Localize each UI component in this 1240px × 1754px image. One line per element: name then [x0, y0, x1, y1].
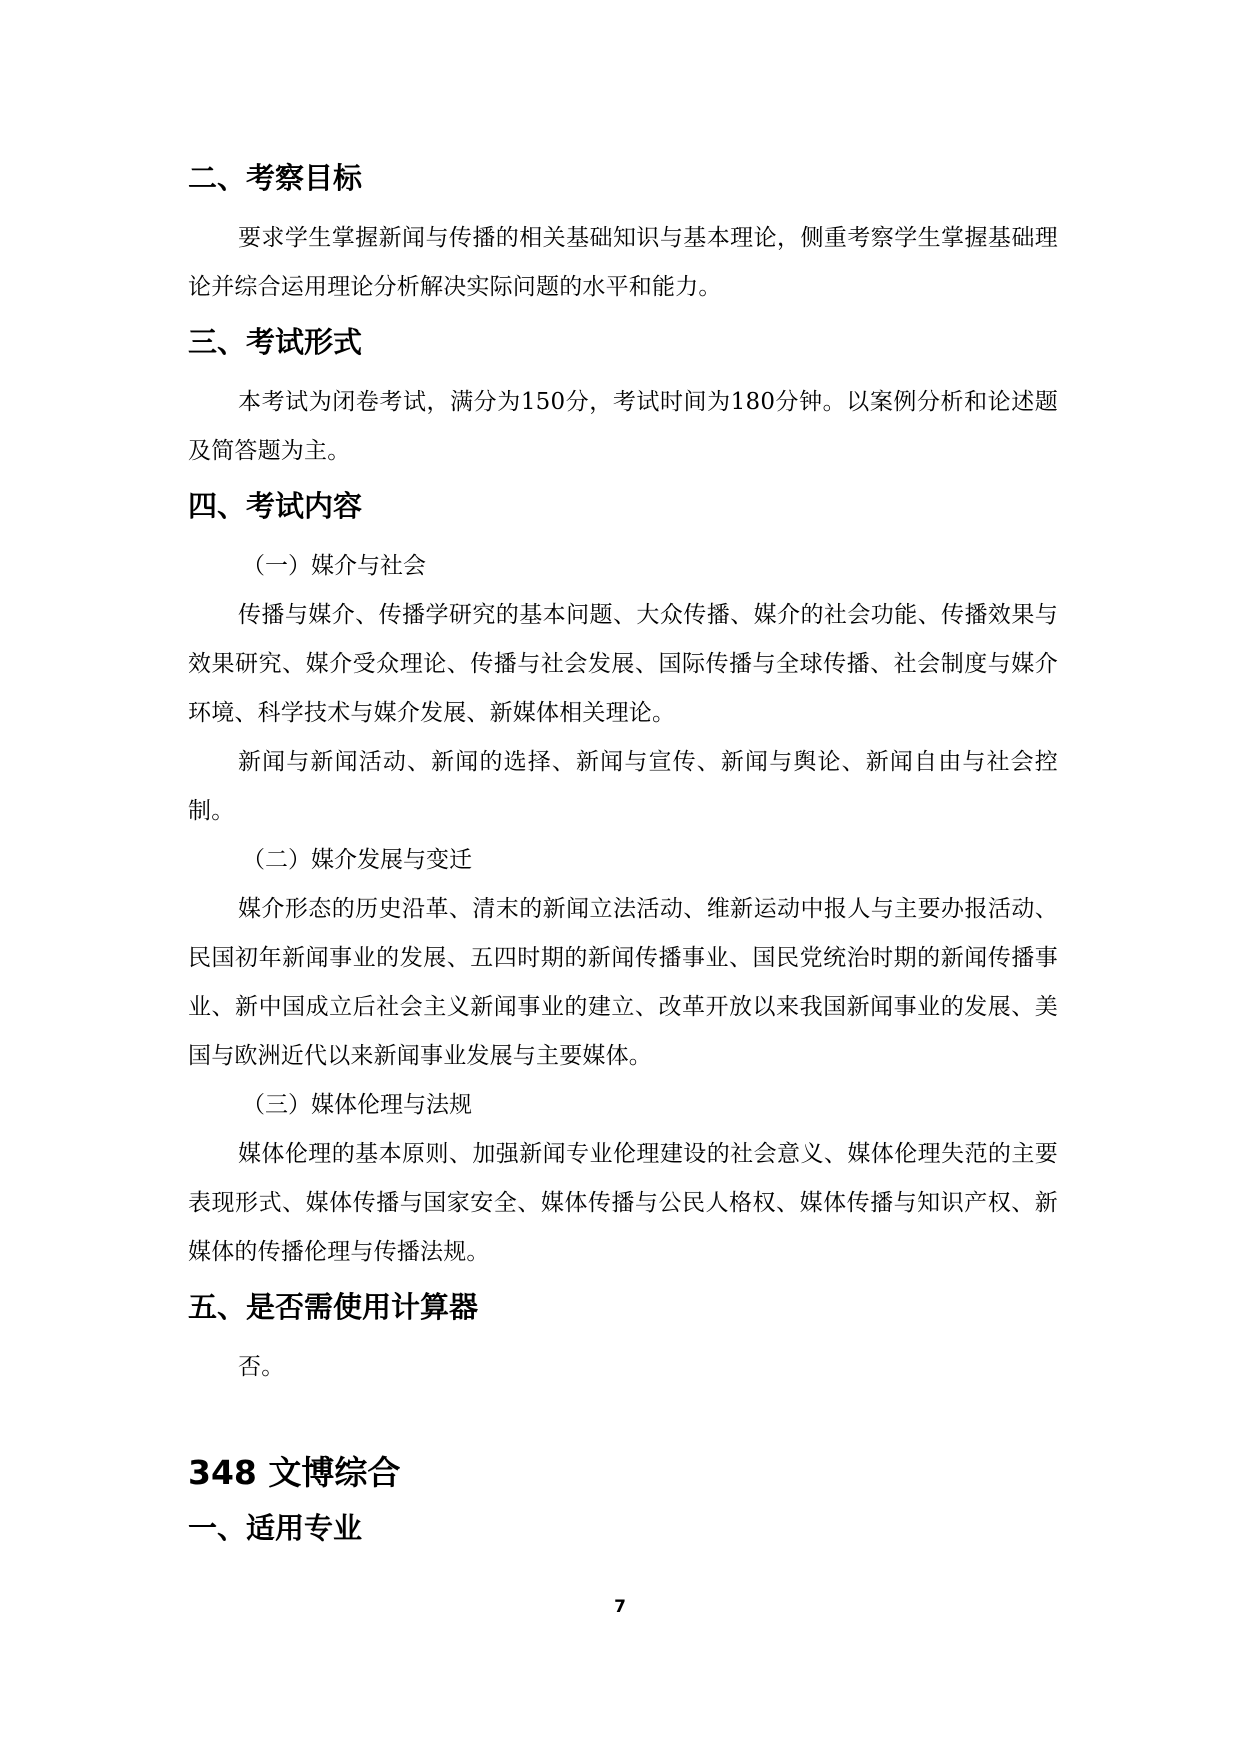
section-heading-exam-objectives: 二、考察目标: [188, 161, 363, 195]
paragraph-media-society-2: 新闻与新闻活动、新闻的选择、新闻与宣传、新闻与舆论、新闻自由与社会控制。: [188, 749, 1058, 824]
subsection-heading-media-society: （一）媒介与社会: [242, 553, 426, 579]
paragraph-calculator: 否。: [238, 1354, 285, 1380]
paragraph-media-society-1: 传播与媒介、传播学研究的基本问题、大众传播、媒介的社会功能、传播效果与效果研究、媒介受众理论、传播与社会发展、国际传播与全球传播、社会制度与媒介环境、科学技术与媒介发展、新媒体相关理论。: [188, 602, 1058, 726]
subsection-heading-media-development: （二）媒介发展与变迁: [242, 847, 472, 873]
paragraph-exam-format: 本考试为闭卷考试，满分为150分，考试时间为180分钟。以案例分析和论述题及简答题为主。: [188, 389, 1058, 464]
paragraph-media-development: 媒介形态的历史沿革、清末的新闻立法活动、维新运动中报人与主要办报活动、民国初年新闻事业的发展、五四时期的新闻传播事业、国民党统治时期的新闻传播事业、新中国成立后社会主义新闻事业的建立、改革开放以来我国新闻事业的发展、美国与欧洲近代以来新闻事业发展与主要媒体。: [188, 896, 1058, 1069]
paragraph-media-ethics: 媒体伦理的基本原则、加强新闻专业伦理建设的社会意义、媒体伦理失范的主要表现形式、媒体传播与国家安全、媒体传播与公民人格权、媒体传播与知识产权、新媒体的传播伦理与传播法规。: [188, 1141, 1058, 1265]
document-body: [188, 158, 1058, 1564]
section-heading-calculator: 五、是否需使用计算器: [188, 1290, 479, 1324]
section-heading-applicable-majors: 一、适用专业: [188, 1511, 363, 1545]
subject-title: 348 文博综合: [188, 1453, 401, 1492]
section-heading-exam-format: 三、考试形式: [188, 325, 363, 359]
paragraph-exam-objectives: 要求学生掌握新闻与传播的相关基础知识与基本理论，侧重考察学生掌握基础理论并综合运用理论分析解决实际问题的水平和能力。: [188, 225, 1058, 300]
subsection-heading-media-ethics: （三）媒体伦理与法规: [242, 1092, 472, 1118]
page-number: 7: [614, 1597, 626, 1617]
section-heading-exam-content: 四、考试内容: [188, 489, 363, 523]
